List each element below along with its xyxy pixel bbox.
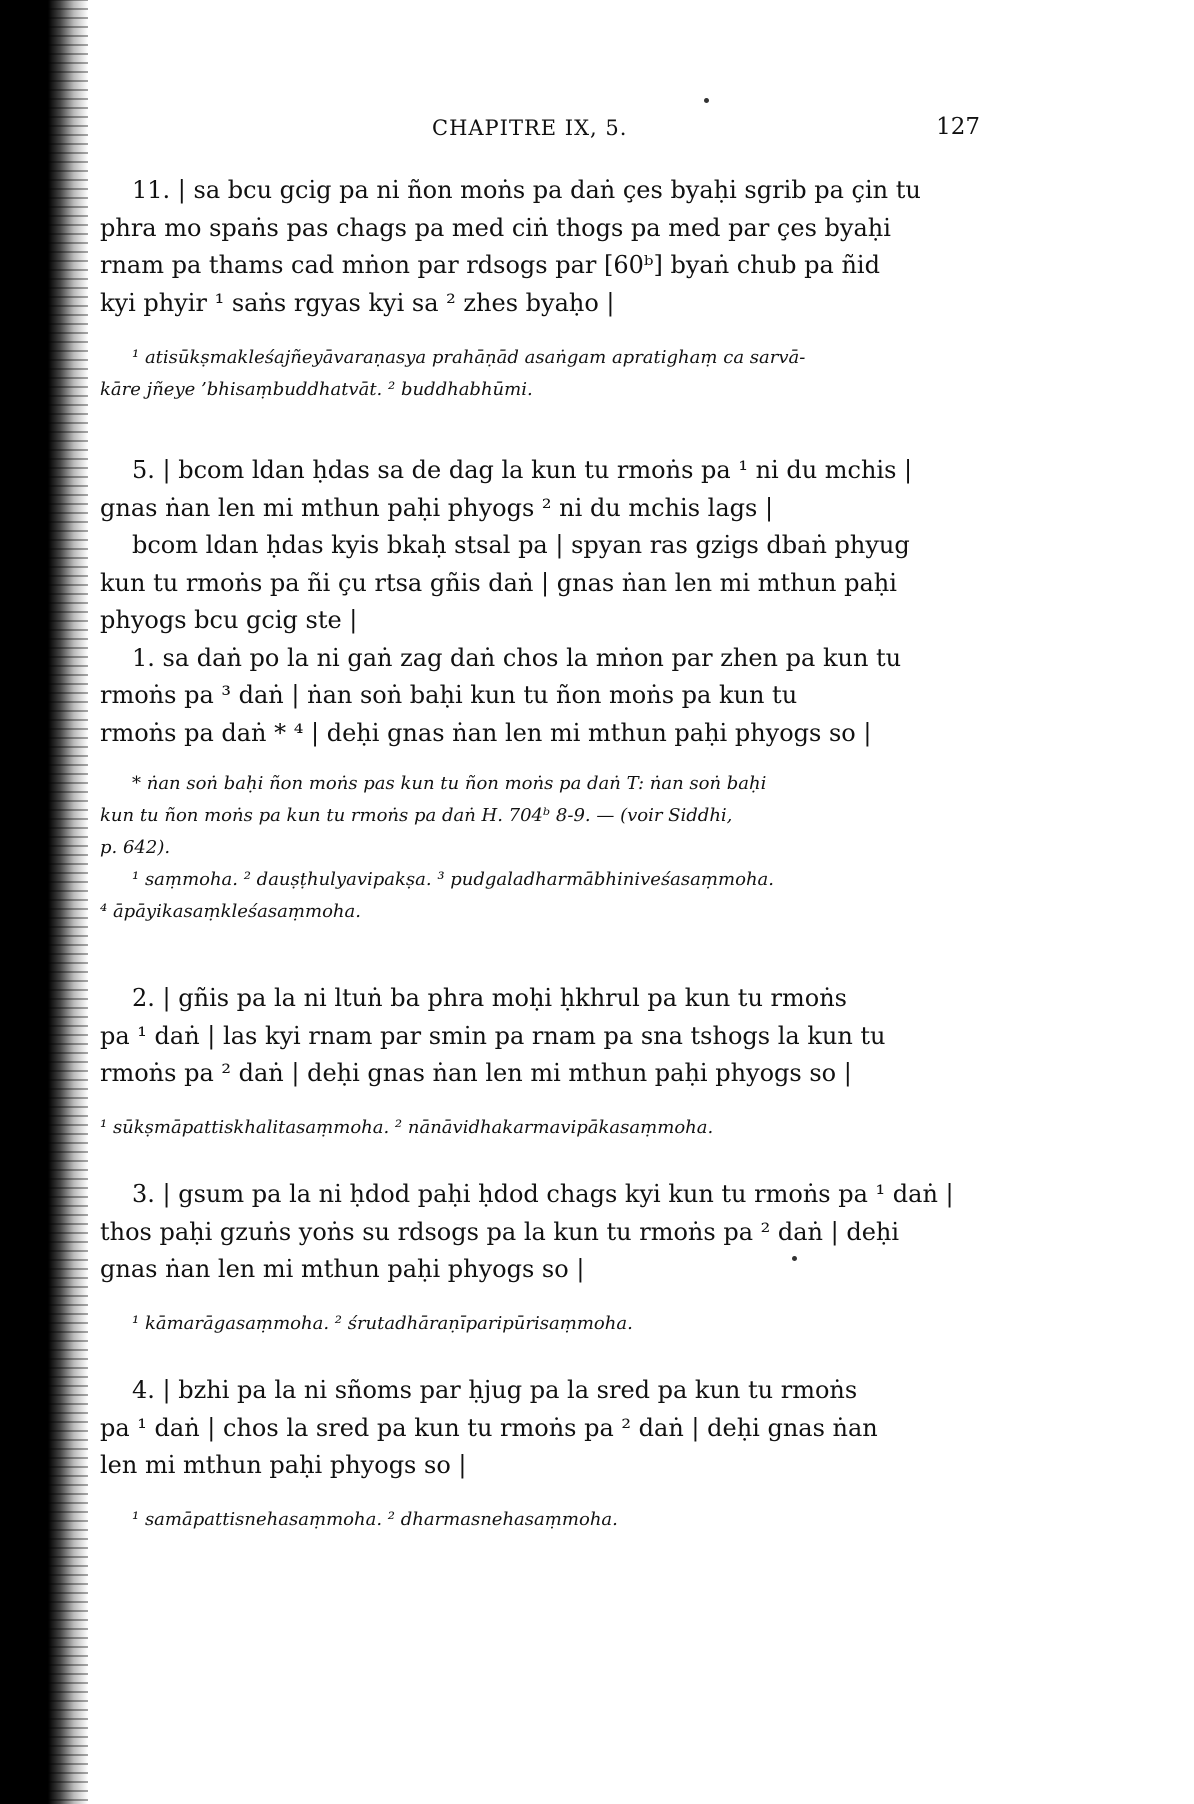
footnotes-4 [100,1504,980,1536]
paragraph-5 [100,452,980,752]
footnote-line: * ṅan soṅ baḥi ñon moṅs pas kun tu ñon moṅs pa daṅ T: ṅan soṅ baḥi [132,773,767,794]
text-line: pa ¹ daṅ | las kyi rnam par smin pa rnam pa sna tshogs la kun tu [100,1021,886,1050]
footnote-line: ⁴ āpāyikasaṃkleśasaṃmoha. [100,901,361,922]
paragraph-2 [100,980,980,1093]
text-line: rmoṅs pa ² daṅ | deḥi gnas ṅan len mi mthun paḥi phyogs so | [100,1059,852,1087]
text-line: 1. sa daṅ po la ni gaṅ zag daṅ chos la mṅon par zhen pa kun tu [132,643,902,672]
text-line: 2. | gñis pa la ni ltuṅ ba phra moḥi ḥkhrul pa kun tu rmoṅs [132,984,847,1012]
text-line: phra mo spaṅs pas chags pa med ciṅ thogs pa med par çes byaḥi [100,213,891,242]
paragraph-3 [100,1176,980,1289]
text-line: 4. | bzhi pa la ni sñoms par ḥjug pa la sred pa kun tu rmoṅs [132,1376,858,1404]
footnote-line: ¹ kāmarāgasaṃmoha. ² śrutadhāraṇīparipūrisaṃmoha. [132,1313,633,1334]
text-line: gnas ṅan len mi mthun paḥi phyogs so | [100,1255,585,1283]
text-line: 5. | bcom ldan ḥdas sa de dag la kun tu rmoṅs pa ¹ ni du mchis | [132,456,913,484]
footnote-line: kun tu ñon moṅs pa kun tu rmoṅs pa daṅ H. 704ᵇ 8-9. — (voir Siddhi, [100,805,733,826]
footnotes-5 [100,768,980,928]
footnote-line: ¹ saṃmoha. ² dauṣṭhulyavipakṣa. ³ pudgaladharmābhiniveśasaṃmoha. [132,869,774,890]
text-line: pa ¹ daṅ | chos la sred pa kun tu rmoṅs pa ² daṅ | deḥi gnas ṅan [100,1413,878,1442]
text-line: gnas ṅan len mi mthun paḥi phyogs ² ni du mchis lags | [100,493,774,522]
text-line: len mi mthun paḥi phyogs so | [100,1451,467,1479]
footnote-line: kāre jñeye ’bhisaṃbuddhatvāt. ² buddhabhūmi. [100,379,533,400]
text-line: rmoṅs pa ³ daṅ | ṅan soṅ baḥi kun tu ñon moṅs pa kun tu [100,681,798,709]
footnote-line: ¹ samāpattisnehasaṃmoha. ² dharmasnehasaṃmoha. [132,1509,618,1530]
footnote-line: ¹ sūkṣmāpattiskhalitasaṃmoha. ² nānāvidhakarmavipākasaṃmoha. [100,1117,714,1138]
text-line: kun tu rmoṅs pa ñi çu rtsa gñis daṅ | gnas ṅan len mi mthun paḥi [100,568,897,597]
footnotes-11 [100,342,980,406]
text-line: 3. | gsum pa la ni ḥdod paḥi ḥdod chags kyi kun tu rmoṅs pa ¹ daṅ | [132,1180,954,1208]
footnote-line: p. 642). [100,837,171,858]
text-line: kyi phyir ¹ saṅs rgyas kyi sa ² zhes byaḥo | [100,288,615,317]
footnotes-2 [100,1112,980,1144]
footnotes-3 [100,1308,980,1340]
text-line: 11. | sa bcu gcig pa ni ñon moṅs pa daṅ çes byaḥi sgrib pa çin tu [132,176,921,204]
text-line: rmoṅs pa daṅ * ⁴ | deḥi gnas ṅan len mi mthun paḥi phyogs so | [100,718,872,747]
running-header [100,116,980,146]
paragraph-11 [100,172,980,322]
text-line: phyogs bcu gcig ste | [100,606,358,634]
text-line: bcom ldan ḥdas kyis bkaḥ stsal pa | spyan ras gzigs dbaṅ phyug [132,531,910,559]
text-line: thos paḥi gzuṅs yoṅs su rdsogs pa la kun tu rmoṅs pa ² daṅ | deḥi [100,1217,900,1246]
print-speck [792,1256,797,1261]
footnote-line: ¹ atisūkṣmakleśajñeyāvaraṇasya prahāṇād asaṅgam apratighaṃ ca sarvā- [132,347,806,368]
running-title: CHAPITRE IX, 5. [432,116,628,140]
paragraph-4 [100,1372,980,1485]
print-speck [704,98,709,103]
text-line: rnam pa thams cad mṅon par rdsogs par [60ᵇ] byaṅ chub pa ñid [100,251,880,279]
page-number: 127 [936,114,980,140]
